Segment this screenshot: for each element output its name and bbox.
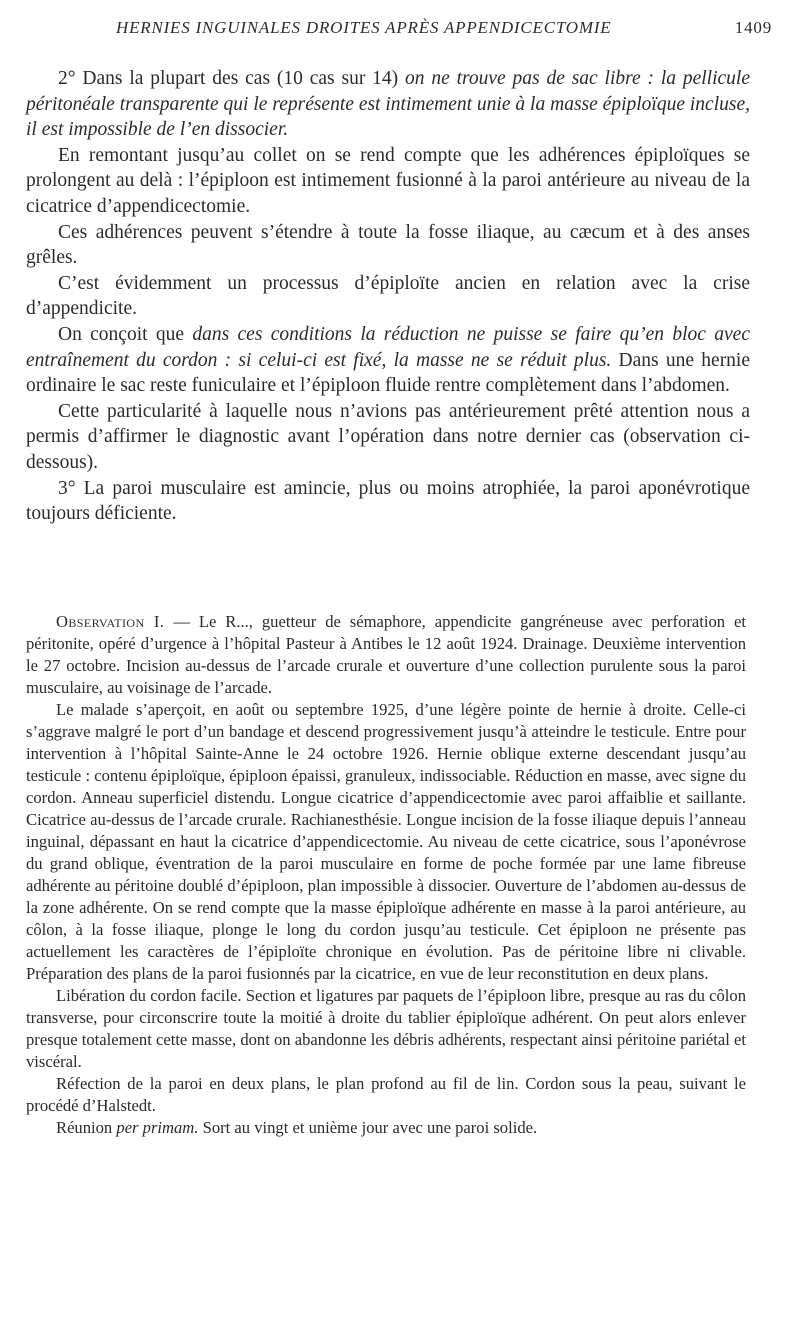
- observation-outcome: [26, 1117, 746, 1139]
- paragraph-extension: Ces adhérences peuvent s’étendre à toute la fosse iliaque, au cæcum et à des anses grêles.: [26, 221, 750, 269]
- observation-label: Observation I.: [56, 612, 165, 631]
- observation-intro-text: — Le R..., guetteur de sémaphore, appendicite gangréneuse avec perforation et péritonite, opéré d’urgence à l’hôpital Pasteur à Antibes le 12 août 1924. Drainage. Deuxième intervention le 27 octobre. Incision au-dessus de l’arcade crurale et ouverture d’une collection purulente sous la paroi musculaire, au voisinage de l’arcade.: [26, 612, 747, 697]
- paragraph-diagnosis: Cette particularité à laquelle nous n’avions pas antérieurement prêté attention nous a permis d’affirmer le diagnostic avant l’opération dans notre dernier cas (observation ci-dessous).: [26, 400, 750, 473]
- running-header: [116, 18, 772, 42]
- reduction-lead: On conçoit que: [58, 323, 193, 345]
- paragraph-point-2: [26, 66, 750, 143]
- point-2-lead: 2° Dans la plupart des cas (10 cas sur 14): [58, 68, 405, 89]
- outcome-latin: per primam.: [116, 1118, 199, 1137]
- outcome-lead: Réunion: [56, 1118, 117, 1137]
- paragraph-reduction: [26, 322, 750, 399]
- paragraph-adhesions: En remontant jusqu’au collet on se rend compte que les adhérences épiploïques se prolongent au delà : l’épiploon est intimement fusionné à la paroi antérieure au niveau de la cicatrice d’appendicectomie.: [26, 144, 750, 217]
- paragraph-point-3: 3° La paroi musculaire est amincie, plus ou moins atrophiée, la paroi aponévrotique toujours déficiente.: [26, 477, 750, 525]
- paragraph-epiploitis: C’est évidemment un processus d’épiploïte ancien en relation avec la crise d’appendicite.: [26, 272, 750, 320]
- point-2-emphasis: on ne trouve pas de sac libre : la pellicule péritonéale transparente qui le représente est intimement unie à la masse épiploïque incluse, il est impossible de l’en dissocier.: [26, 68, 750, 141]
- observation-intro: [26, 611, 746, 699]
- main-text: [26, 66, 750, 527]
- reduction-tail: Dans une hernie ordinaire le sac reste funiculaire et l’épiploon fluide rentre complètement dans l’abdomen.: [26, 349, 751, 397]
- observation-history: Le malade s’aperçoit, en août ou septembre 1925, d’une légère pointe de hernie à droite. Celle-ci s’aggrave malgré le port d’un bandage et descend progressivement jusqu’à atteindre le testicule. Entre pour intervention à l’hôpital Sainte-Anne le 24 octobre 1926. Hernie oblique externe descendant jusqu’au testicule : contenu épiploïque, épiploon épaissi, granuleux, indissociable. Réduction en masse, avec signe du cordon. Anneau superficiel distendu. Longue cicatrice d’appendicectomie avec paroi affaiblie et saillante. Cicatrice au-dessus de l’arcade crurale. Rachianesthésie. Longue incision de la fosse iliaque depuis l’anneau inguinal, dépassant en haut la cicatrice d’appendicectomie. Au niveau de cette cicatrice, sous l’aponévrose du grand oblique, éventration de la paroi musculaire en forme de poche formée par une lame fibreuse adhérente au péritoine doublé d’épiploon, plan impossible à dissocier. Ouverture de l’abdomen au-dessus de la zone adhérente. On se rend compte que la masse épiploïque adhérente en masse à la paroi antérieure, au côlon, à la fosse iliaque, plonge le long du cordon jusqu’au testicule. Cet épiploon ne présente pas actuellement les caractères de l’épiploïte chronique en évolution. Pas de péritoine libre ni clivable. Préparation des plans de la paroi fusionnés par la cicatrice, en vue de leur reconstitution en deux plans.: [26, 700, 746, 983]
- outcome-tail: Sort au vingt et unième jour avec une paroi solide.: [198, 1118, 538, 1137]
- observation-repair: Réfection de la paroi en deux plans, le plan profond au fil de lin. Cordon sous la peau, suivant le procédé d’Halstedt.: [26, 1074, 746, 1115]
- observation-liberation: Libération du cordon facile. Section et ligatures par paquets de l’épiploon libre, presque au ras du côlon transverse, pour circonscrire toute la moitié à droite du tablier épiploïque adhérent. On peut alors enlever presque totalement cette masse, dont on abandonne les débris adhérents, respectant ainsi péritoine pariétal et viscéral.: [26, 986, 746, 1071]
- observation-section: [26, 611, 746, 1139]
- reduction-emphasis: dans ces conditions la réduction ne puisse se faire qu’en bloc avec entraînement du cordon : si celui-ci est fixé, la masse ne se réduit plus.: [26, 323, 750, 371]
- running-title: HERNIES INGUINALES DROITES APRÈS APPENDICECTOMIE: [116, 18, 612, 37]
- page-number: 1409: [734, 18, 772, 37]
